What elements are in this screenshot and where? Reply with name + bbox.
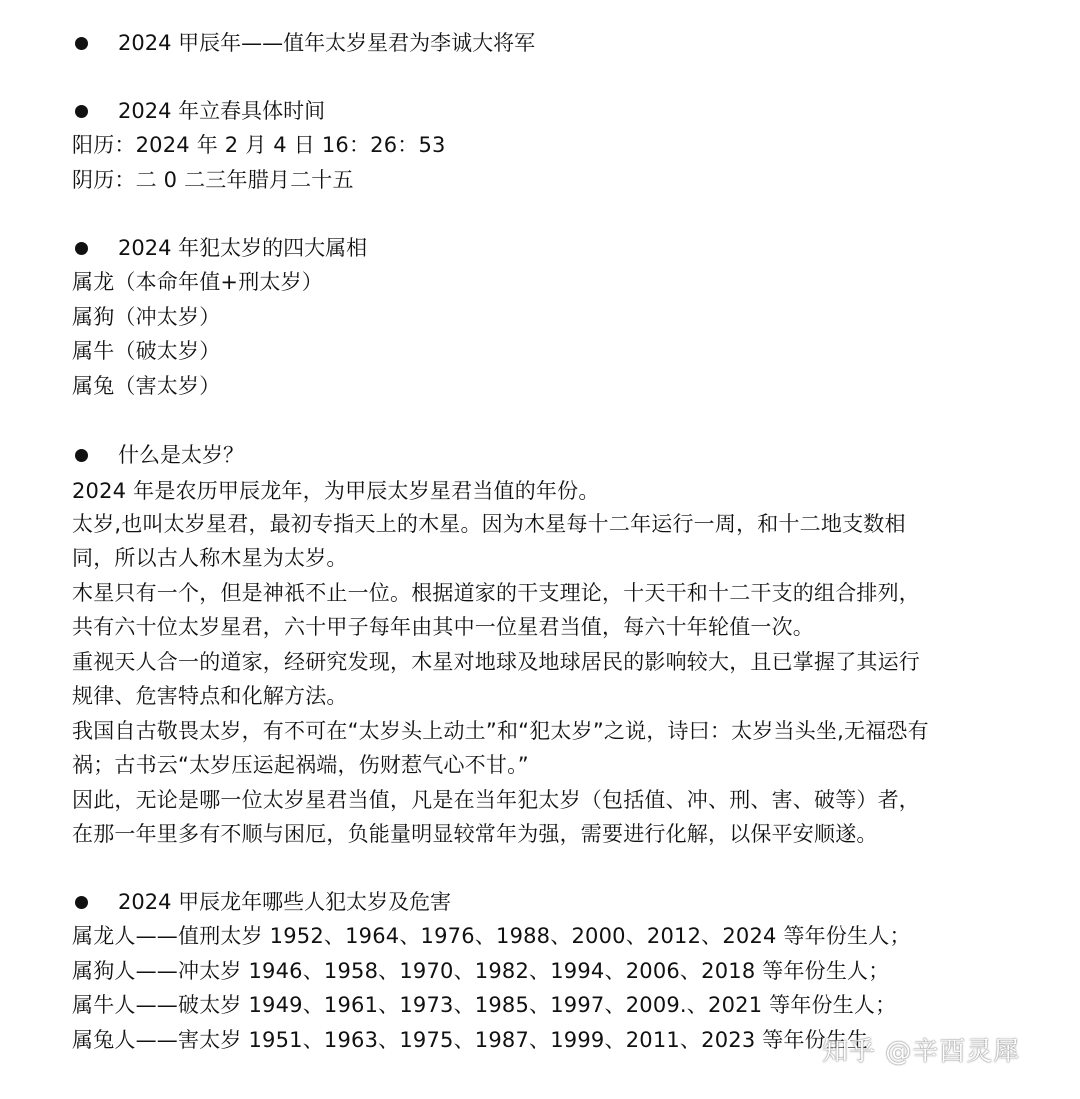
text-line: 阴历：二 0 二三年腊月二十五 bbox=[72, 168, 354, 192]
text-line: 属狗（冲太岁） bbox=[72, 305, 221, 329]
text-line: 属龙人——值刑太岁 1952、1964、1976、1988、2000、2012、2024 等年份生人； bbox=[72, 924, 911, 948]
bullet-icon bbox=[75, 37, 88, 50]
text-line: 因此，无论是哪一位太岁星君当值，凡是在当年犯太岁（包括值、冲、刑、害、破等）者， bbox=[72, 788, 920, 812]
text-line: 属狗人——冲太岁 1946、1958、1970、1982、1994、2006、2018 等年份生人； bbox=[72, 959, 890, 983]
text-line: 2024 年是农历甲辰龙年，为甲辰太岁星君当值的年份。 bbox=[72, 479, 600, 503]
bullet-icon bbox=[75, 449, 88, 462]
text-line: 同，所以古人称木星为太岁。 bbox=[72, 546, 348, 570]
text-line: 木星只有一个，但是神祇不止一位。根据道家的干支理论，十天干和十二干支的组合排列， bbox=[72, 581, 920, 605]
text-line: 太岁,也叫太岁星君，最初专指天上的木星。因为木星每十二年运行一周，和十二地支数相 bbox=[72, 512, 906, 536]
watermark: 知乎 @辛酉灵犀 bbox=[822, 1037, 1021, 1067]
text-line: 属牛（破太岁） bbox=[72, 339, 221, 363]
text-line: 属牛人——破太岁 1949、1961、1973、1985、1997、2009.、2021 等年份生人； bbox=[72, 993, 897, 1017]
text-line: 祸；古书云“太岁压运起祸端，伤财惹气心不甘。” bbox=[72, 753, 529, 777]
text-line: 共有六十位太岁星君，六十甲子每年由其中一位星君当值，每六十年轮值一次。 bbox=[72, 615, 814, 639]
text-line: 重视天人合一的道家，经研究发现，木星对地球及地球居民的影响较大，且已掌握了其运行 bbox=[72, 650, 920, 674]
bullet-icon bbox=[75, 105, 88, 118]
text-line: 在那一年里多有不顺与困厄，负能量明显较常年为强，需要进行化解，以保平安顺遂。 bbox=[72, 822, 878, 846]
bullet-icon bbox=[75, 896, 88, 909]
document-page: 2024 甲辰年——值年太岁星君为李诚大将军 2024 年立春具体时间 阳历：2024 年 2 月 4 日 16：26：53 阴历：二 0 二三年腊月二十五 2024 年犯太岁的四大属相 属龙（本命年值+刑太岁） 属狗（冲太岁） 属牛（破太岁） 属兔（害太岁） 什么是太岁？ 2024 年是农历甲辰龙年，为甲辰太岁星君当值的年份。 太岁,也叫太岁星君，最初专指天上的木星。因为木星每十二年运行一周，和十二地支数相 同，所以古人称木星为太岁。 木星只有一个，但是神祇不止一位。根据道家的干支理论，十天干和十二干支的组合排列， 共有六十位太岁星君，六十甲子每年由其中一位星君当值，每六十年轮值一次。 重视天人合一的道家，经研究发现，木星对地球及地球居民的影响较大，且已掌握了其运行 规律、危害特点和化解方法。 我国自古敬畏太岁，有不可在“太岁头上动土”和“犯太岁”之说，诗曰：太岁当头坐,无福恐有 祸；古书云“太岁压运起祸端，伤财惹气心不甘。” 因此，无论是哪一位太岁星君当值，凡是在当年犯太岁（包括值、冲、刑、害、破等）者， 在那一年里多有不顺与困厄，负能量明显较常年为强，需要进行化解，以保平安顺遂。 2024 甲辰龙年哪些人犯太岁及危害 属龙人——值刑太岁 1952、1964、1976、1988、2000、2012、2024 等年份生人； 属狗人——冲太岁 1946、1958、1970、1982、1994、2006、2018 等年份生人； 属牛人——破太岁 1949、1961、1973、1985、1997、2009.、2021 等年份生人； 属兔人——害太岁 1951、1963、1975、1987、1999、2011、2023 等年份生生 知乎 @辛酉灵犀 bbox=[0, 0, 1080, 1099]
text-line: 规律、危害特点和化解方法。 bbox=[72, 684, 348, 708]
text-line: 属兔人——害太岁 1951、1963、1975、1987、1999、2011、2023 等年份生生 bbox=[72, 1028, 869, 1052]
bullet-icon bbox=[75, 242, 88, 255]
text-line: 属兔（害太岁） bbox=[72, 374, 221, 398]
text-line: 阳历：2024 年 2 月 4 日 16：26：53 bbox=[72, 133, 446, 157]
text-line: 属龙（本命年值+刑太岁） bbox=[72, 270, 323, 294]
text-line: 我国自古敬畏太岁，有不可在“太岁头上动土”和“犯太岁”之说，诗曰：太岁当头坐,无福恐有 bbox=[72, 719, 929, 743]
